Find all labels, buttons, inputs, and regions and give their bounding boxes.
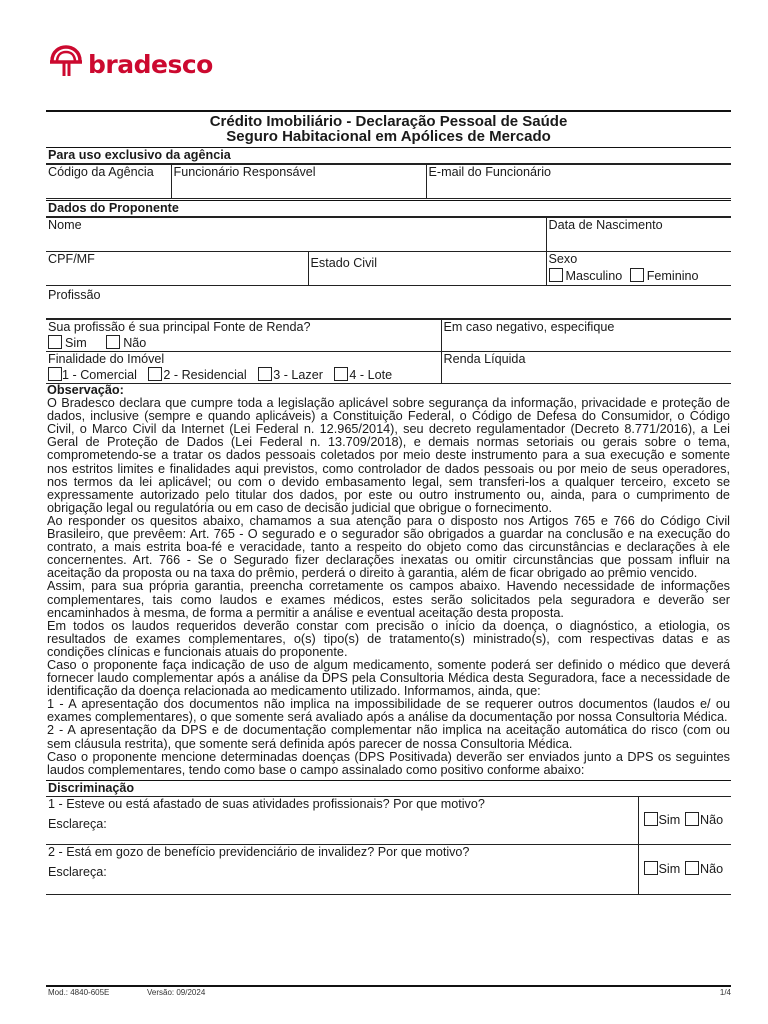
title-line-2: Seguro Habitacional em Apólices de Mercado: [226, 128, 551, 145]
fonte-renda-field: [46, 320, 441, 352]
profissao-label: Profissão: [48, 288, 101, 302]
fonte-renda-sim-label: Sim: [65, 336, 87, 350]
observacao-paragraph-1: O Bradesco declara que cumpre toda a legislação aplicável sobre segurança da informação, privacidade e proteção de dados, inclusive (sempre e quando aplicáveis) a Constituição Federal, o Código de Defesa do Consumidor, o Código Civil, o Marco Civil da Internet (Lei Federal n. 12.965/2014), seu decreto regulamentador (Decreto 8.771/2016), a Lei Geral de Proteção de Dados (Lei Federal n. 13.709/2018), e demais normas setoriais ou gerais sobre o tema, comprometendo-se a tratar os dados pessoais coletados por meio deste instrumento para a sua execução e somente nos estritos limites e finalidades aqui previstos, como controlador de dados pessoais ou por meio de seus operadores, nos termos da lei aplicável; ou com o devido embasamento legal, sem transferi-los a qualquer terceiro, exceto se expressamente autorizado pelo titular dos dados, por este ou outro instrumento ou, ainda, para o cumprimento de obrigação legal ou regulatória ou em caso de decisão judicial que obrigue o fornecimento.: [47, 396, 730, 515]
cpf-label: CPF/MF: [48, 252, 95, 266]
funcionario-label: Funcionário Responsável: [173, 165, 316, 179]
fonte-renda-sim-checkbox[interactable]: [48, 335, 62, 349]
finalidade-field: [46, 352, 441, 384]
observacao-paragraph-4: Em todos os laudos requeridos deverão constar com precisão o início da doença, o diagnóstico, a etiologia, os resultados de exames complementares, o(s) tipo(s) de tratamento(s) ministrado(s), com respectivas datas e as condições clínicas e funcionais atuais do proponente.: [47, 618, 730, 659]
question-1-sim-label: Sim: [658, 813, 681, 828]
finalidade-residencial-label: 2 - Residencial: [163, 368, 247, 382]
finalidade-residencial-checkbox[interactable]: [148, 367, 162, 381]
question-1-text: 1 - Esteve ou está afastado de suas atividades profissionais? Por que motivo?: [48, 796, 485, 811]
feminino-checkbox[interactable]: [630, 268, 644, 282]
question-2-nao-label: Não: [700, 862, 724, 877]
form-version: Versão: 09/2024: [147, 988, 206, 997]
sexo-field: [546, 252, 731, 286]
title-line-1: Crédito Imobiliário - Declaração Pessoal de Saúde: [209, 113, 568, 130]
observacao-heading: Observação:: [47, 383, 124, 397]
observacao-paragraph-6: 1 - A apresentação dos documentos não implica na impossibilidade de se requerer outros documentos (laudos e/ ou exames complementares), o que somente será avaliado após a análise da documentação por nossa Consultoria Médica.: [47, 697, 730, 725]
nome-field[interactable]: [46, 218, 546, 252]
question-2-sim-label: Sim: [658, 862, 681, 877]
finalidade-lote-checkbox[interactable]: [334, 367, 348, 381]
renda-liquida-label: Renda Líquida: [443, 352, 526, 366]
finalidade-lazer-checkbox[interactable]: [258, 367, 272, 381]
nome-label: Nome: [48, 218, 82, 232]
funcionario-field[interactable]: [171, 165, 426, 199]
question-1-sim-checkbox[interactable]: [644, 812, 658, 826]
question-1-nao-option[interactable]: [685, 796, 731, 844]
masculino-label: Masculino: [565, 269, 623, 283]
discriminacao-table: [46, 796, 731, 895]
observacao-section: [46, 384, 731, 777]
cpf-field[interactable]: [46, 252, 308, 286]
sexo-label: Sexo: [548, 252, 578, 266]
masculino-checkbox[interactable]: [549, 268, 563, 282]
estado-civil-field[interactable]: [308, 252, 546, 286]
finalidade-lazer-label: 3 - Lazer: [273, 368, 323, 382]
estado-civil-label: Estado Civil: [310, 256, 377, 270]
section-proponente: Dados do Proponente: [46, 200, 731, 217]
agencia-table: [46, 164, 731, 199]
question-row: [46, 844, 731, 894]
question-2-sim-option[interactable]: [638, 844, 685, 894]
page-number: 1/4: [719, 988, 731, 997]
codigo-agencia-field[interactable]: [46, 165, 171, 199]
observacao-paragraph-7: 2 - A apresentação da DPS e de documentação complementar não implica na aceitação automática do risco (com ou sem cláusula restrita), que somente será definida após parecer de nossa Consultoria Médica.: [47, 723, 730, 751]
fonte-renda-nao-checkbox[interactable]: [106, 335, 120, 349]
brand-name: bradesco: [88, 49, 213, 79]
finalidade-comercial-label: 1 - Comercial: [62, 368, 137, 382]
question-1-nao-label: Não: [700, 813, 724, 828]
observacao-paragraph-2: Ao responder os quesitos abaixo, chamamos a sua atenção para o disposto nos Artigos 765 e 766 do Código Civil Brasileiro, que prevêem: Art. 765 - O segurado e o segurador são obrigados a guardar na conclusão e na execução do contrato, a mais estrita boa-fé e veracidade, tanto a respeito do objeto como das circunstâncias e declarações à ele concernentes. Art. 766 - Se o Segurado fizer declarações inexatas ou omitir circunstâncias que possam influir na aceitação da proposta ou na taxa do prêmio, perderá o direito à garantia, além de ficar obrigado ao prêmio vencido.: [47, 513, 730, 581]
question-2-text: 2 - Está em gozo de benefício previdenciário de invalidez? Por que motivo?: [48, 844, 470, 859]
email-funcionario-field[interactable]: [426, 165, 731, 199]
bradesco-tree-icon: [48, 45, 84, 79]
nascimento-label: Data de Nascimento: [548, 218, 663, 232]
especifique-field[interactable]: [441, 320, 731, 352]
form-model: Mod.: 4840-605E: [48, 988, 110, 997]
question-2-sim-checkbox[interactable]: [644, 861, 658, 875]
proponente-table: [46, 217, 731, 319]
renda-table: [46, 319, 731, 384]
observacao-paragraph-8: Caso o proponente mencione determinadas doenças (DPS Positivada) deverão ser enviados junto a DPS os seguintes laudos complementares, tendo como base o campo assinalado como positivo conforme abaixo:: [47, 749, 730, 777]
page-footer: [46, 985, 731, 997]
nascimento-field[interactable]: [546, 218, 731, 252]
fonte-renda-nao-label: Não: [123, 336, 147, 350]
observacao-paragraph-3: Assim, para sua própria garantia, preencha corretamente os campos abaixo. Havendo necessidade de informações complementares, tais como laudos e exames médicos, estes serão solicitados pela seguradora e deverão ser encaminhados à mesma, de forma a permitir a análise e eventual aceitação desta proposta.: [47, 579, 730, 620]
email-funcionario-label: E-mail do Funcionário: [428, 165, 551, 179]
profissao-field[interactable]: [46, 286, 731, 319]
discriminacao-heading: Discriminação: [46, 780, 731, 796]
question-2-nao-option[interactable]: [685, 844, 731, 894]
fonte-renda-label: Sua profissão é sua principal Fonte de Renda?: [48, 320, 311, 334]
finalidade-comercial-checkbox[interactable]: [48, 367, 62, 381]
question-2-esclareca: Esclareça:: [48, 864, 107, 879]
question-1-sim-option[interactable]: [638, 796, 685, 844]
form-container: [46, 110, 731, 895]
observacao-paragraph-5: Caso o proponente faça indicação de uso de algum medicamento, somente poderá ser definido o médico que deverá fornecer laudo complementar após a análise da DPS pela Consultoria Médica desta Seguradora, face a necessidade de identificação da doença relacionada ao medicamento utilizado. Informamos, ainda, que:: [47, 657, 730, 699]
especifique-label: Em caso negativo, especifique: [443, 320, 615, 334]
codigo-agencia-label: Código da Agência: [48, 165, 154, 179]
finalidade-label: Finalidade do Imóvel: [48, 352, 165, 366]
feminino-label: Feminino: [646, 269, 699, 283]
question-1-nao-checkbox[interactable]: [685, 812, 699, 826]
finalidade-lote-label: 4 - Lote: [349, 368, 393, 382]
renda-liquida-field[interactable]: [441, 352, 731, 384]
question-2[interactable]: [46, 844, 638, 894]
question-1-esclareca: Esclareça:: [48, 816, 107, 831]
question-row: [46, 796, 731, 844]
bradesco-logo: [48, 44, 213, 80]
form-title: [46, 110, 731, 144]
section-agencia: Para uso exclusivo da agência: [46, 147, 731, 164]
question-2-nao-checkbox[interactable]: [685, 861, 699, 875]
question-1[interactable]: [46, 796, 638, 844]
